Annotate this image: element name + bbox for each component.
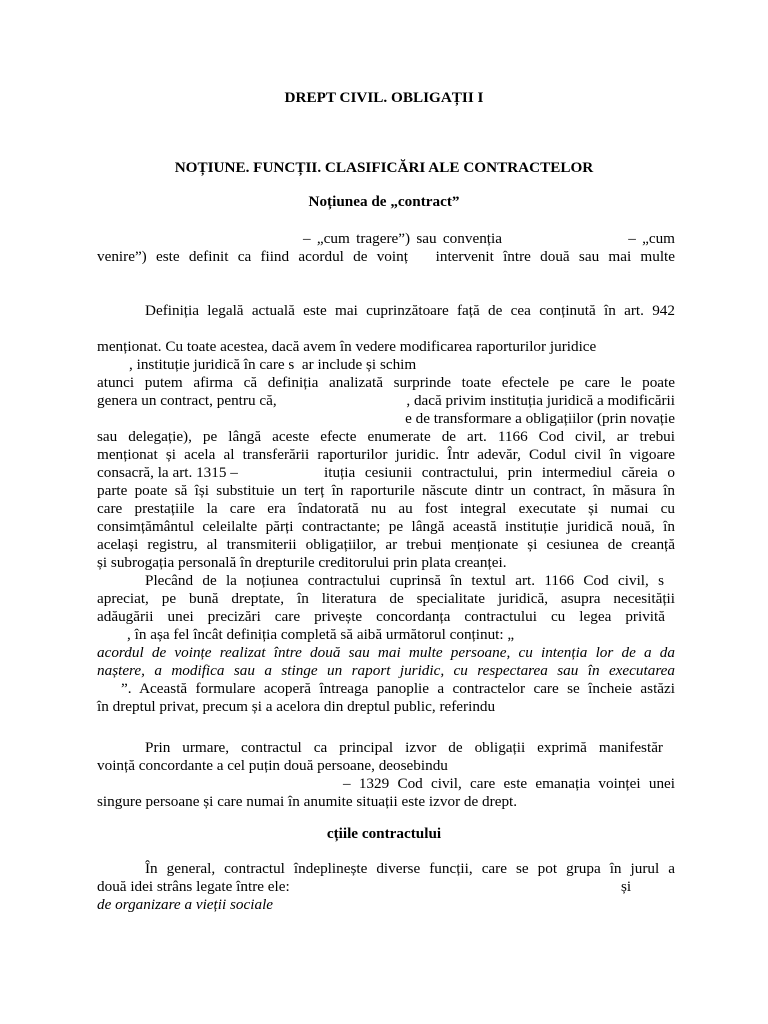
paragraph-line: consimțământul celeilalte părți contractante; pe lângă această instituție juridică nouă, în xyxy=(97,518,675,535)
paragraph-line: menționat. Cu toate acestea, dacă avem în vedere modificarea raporturilor juridice xyxy=(97,338,597,355)
paragraph-line: – 1329 Cod civil, care este emanația voinței unei xyxy=(343,775,675,792)
paragraph-line: menționat și acela al transferării raporturilor juridic. Într adevăr, Codul civil în vigoare xyxy=(97,446,675,463)
paragraph-line: în dreptul privat, precum și a acelora din dreptul public, referindu xyxy=(97,698,496,715)
paragraph-line: atunci putem afirma că definiția analizată surprinde toate efectele pe care le poate xyxy=(97,374,675,391)
paragraph-line-italic: acordul de voințe realizat între două sau mai multe persoane, cu intenția lor de a da xyxy=(97,644,675,661)
paragraph-line: și xyxy=(621,878,632,895)
paragraph-line: consacră, la art. 1315 – xyxy=(97,464,238,481)
document-title: DREPT CIVIL. OBLIGAȚII I xyxy=(284,89,484,106)
paragraph-line: e de transformare a obligațiilor (prin novație xyxy=(405,410,675,427)
paragraph-line: În general, contractul îndeplinește diverse funcții, care se pot grupa în jurul a xyxy=(145,860,675,877)
paragraph-line: , în așa fel încât definiția completă să aibă următorul conținut: „ xyxy=(127,626,515,643)
paragraph-line: adăugării unei precizări care privește concordanța contractului cu legea privită xyxy=(97,608,665,625)
paragraph-line: apreciat, pe bună dreptate, în literatura de specialitate juridică, asupra necesității xyxy=(97,590,675,607)
paragraph-line: voință concordante a cel puțin două persoane, deosebindu xyxy=(97,757,448,774)
paragraph-line: parte poate să își substituie un terț în raporturile născute dintr un contract, în măsura în xyxy=(97,482,675,499)
paragraph-line: Plecând de la noțiunea contractului cuprinsă în textul art. 1166 Cod civil, s xyxy=(145,572,664,589)
paragraph-line: , instituție juridică în care s ar include și schim xyxy=(129,356,417,373)
paragraph-line: Definiția legală actuală este mai cuprinzătoare față de cea conținută în art. 942 xyxy=(145,302,675,319)
paragraph-line: genera un contract, pentru că, xyxy=(97,392,277,409)
paragraph-line: două idei strâns legate între ele: xyxy=(97,878,290,895)
paragraph-line: ituția cesiunii contractului, prin intermediul căreia o xyxy=(324,464,675,481)
section-title-functions: cțiile contractului xyxy=(326,825,442,842)
paragraph-line: singure persoane și care numai în anumite situații este izvor de drept. xyxy=(97,793,518,810)
paragraph-line: și subrogația personală în drepturile creditorului prin plata creanței. xyxy=(97,554,507,571)
section-title-notion: Noțiunea de „contract” xyxy=(308,193,460,210)
paragraph-line: același registru, al transmiterii obligațiilor, ar trebui menționate și cesiunea de creanță xyxy=(97,536,675,553)
paragraph-line: Prin urmare, contractul ca principal izvor de obligații exprimă manifestăr xyxy=(145,739,663,756)
chapter-title: NOȚIUNE. FUNCȚII. CLASIFICĂRI ALE CONTRACTELOR xyxy=(174,159,594,176)
paragraph-line-italic: de organizare a vieții sociale xyxy=(97,896,274,913)
paragraph-line: care prestațiile la care era îndatorată nu au fost integral executate și numai cu xyxy=(97,500,675,517)
paragraph-line-italic: naștere, a modifica sau a stinge un raport juridic, cu respectarea sau în executarea xyxy=(97,662,675,679)
paragraph-line: , dacă privim instituția juridică a modificării xyxy=(406,392,675,409)
paragraph-line: ”. Această formulare acoperă întreaga panoplie a contractelor care se încheie astăzi xyxy=(121,680,675,697)
paragraph-line: venire”) este definit ca fiind acordul de voinț intervenit între două sau mai multe xyxy=(97,248,675,265)
paragraph-line: sau delegație), pe lângă aceste efecte enumerate de art. 1166 Cod civil, ar trebui xyxy=(97,428,675,445)
paragraph-line: – „cum tragere”) sau convenția – „cum xyxy=(303,230,675,247)
